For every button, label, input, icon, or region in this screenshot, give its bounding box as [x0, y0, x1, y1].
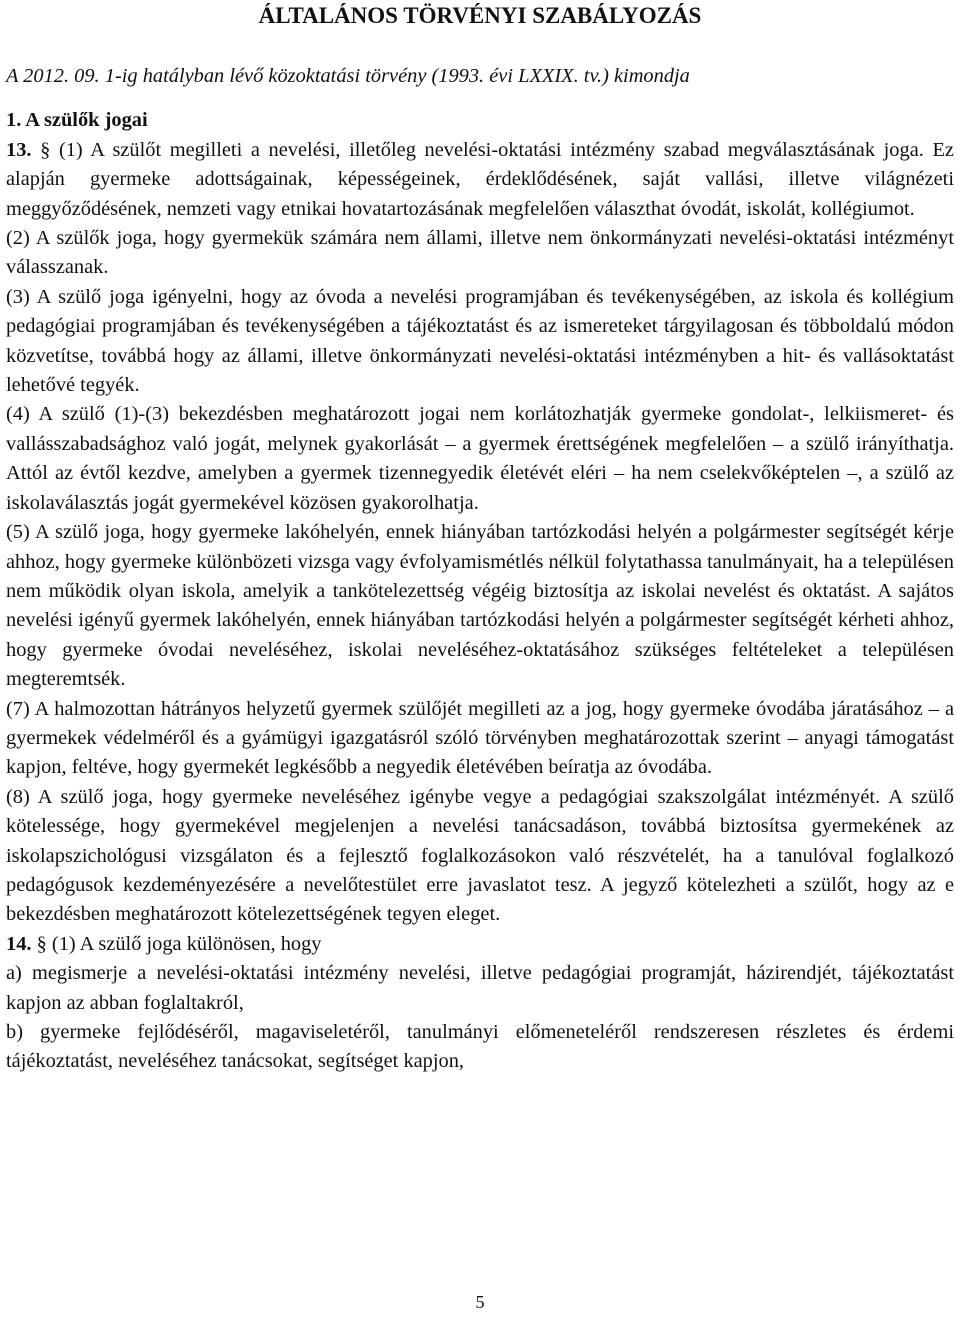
- paragraph-13-7: (7) A halmozottan hátrányos helyzetű gyermek szülőjét megilleti az a jog, hogy gyermeke óvodába járatásához – a gyermekek védelméről és a gyámügyi igazgatásról szóló törvényben meghatározottak szerint – anyagi támogatást kapjon, feltéve, hogy gyermekét legkésőbb a negyedik életévében beíratja az óvodába.: [6, 697, 954, 779]
- paragraph-13-5: (5) A szülő joga, hogy gyermeke lakóhelyén, ennek hiányában tartózkodási helyén a polgármester segítségét kérje ahhoz, hogy gyermeke különbözeti vizsga vagy évfolyamismétlés nélkül folytathassa tanulmányait, ha a településen nem működik olyan iskola, amelyik a tankötelezettség végéig biztosítja az iskolai nevelést és oktatást. A sajátos nevelési igényű gyermek lakóhelyén, ennek hiányában tartózkodási helyén a polgármester segítségét kérheti ahhoz, hogy gyermeke óvodai neveléséhez, iskolai neveléséhez-oktatásához szükséges feltételeket a településen megteremtsék.: [6, 521, 954, 691]
- intro-line: A 2012. 09. 1-ig hatályban lévő közoktatási törvény (1993. évi LXXIX. tv.) kimondja: [6, 65, 690, 87]
- paragraph-13-3: (3) A szülő joga igényelni, hogy az óvoda a nevelési programjában és tevékenységében, az iskola és kollégium pedagógiai programjában és tevékenységében a tájékoztatást és az ismereteket tárgyilagosan és többoldalú módon közvetítse, továbbá hogy az állami, illetve önkormányzati nevelési-oktatási intézményben a hit- és vallásoktatást lehetővé tegyék.: [6, 285, 954, 397]
- section-heading: 1. A szülők jogai: [6, 109, 148, 132]
- section-13-number: 13.: [6, 138, 32, 161]
- page-number: 5: [475, 1292, 485, 1312]
- section-14-number: 14.: [6, 932, 32, 955]
- paragraph-13-4: (4) A szülő (1)-(3) bekezdésben meghatározott jogai nem korlátozhatják gyermeke gondolat-, lelkiismeret- és vallásszabadsághoz való jogát, melynek gyakorlását – a gyermek érettségének megfelelően – a szülő irányíthatja. Attól az évtől kezdve, amelyben a gyermek tizennegyedik életévét eléri – ha nem cselekvőképtelen –, a szülő az iskolaválasztás jogát gyermekével közösen gyakorolhatja.: [6, 403, 954, 514]
- document-title: ÁLTALÁNOS TÖRVÉNYI SZABÁLYOZÁS: [258, 3, 702, 28]
- paragraph-13-8: (8) A szülő joga, hogy gyermeke neveléséhez igénybe vegye a pedagógiai szakszolgálat intézményét. A szülő kötelessége, hogy gyermekével megjelenjen a nevelési tanácsadáson, továbbá biztosítsa gyermekének az iskolapszichológusi vizsgálaton és a fejlesztő foglalkozásokon való részvételét, ha a tanulóval foglalkozó pedagógusok kezdeményezésére a nevelőtestület erre javaslatot tesz. A jegyző kötelezheti a szülőt, hogy az e bekezdésben meghatározott kötelezettségének tegyen eleget.: [6, 785, 954, 926]
- paragraph-14-a: a) megismerje a nevelési-oktatási intézmény nevelési, illetve pedagógiai programját, házirendjét, tájékoztatást kapjon az abban foglaltakról,: [6, 962, 954, 1014]
- paragraph-14-1: [6, 930, 954, 959]
- paragraph-13-1-text: § (1) A szülőt megilleti a nevelési, illetőleg nevelési-oktatási intézmény szabad megválasztásának joga. Ez alapján gyermeke adottságainak, képességeinek, érdeklődésének, saját vallási, illetve világnézeti meggyőződésének, nemzeti vagy etnikai hovatartozásának megfelelően választhat óvodát, iskolát, kollégiumot.: [6, 138, 954, 220]
- paragraph-13-2: (2) A szülők joga, hogy gyermekük számára nem állami, illetve nem önkormányzati nevelési-oktatási intézményt válasszanak.: [6, 227, 954, 279]
- paragraph-13-1: [6, 136, 954, 224]
- document-body: [6, 62, 954, 1077]
- paragraph-14-1-text: § (1) A szülő joga különösen, hogy: [36, 932, 322, 955]
- paragraph-14-b: b) gyermeke fejlődéséről, magaviseletéről, tanulmányi előmeneteléről rendszeresen részletes és érdemi tájékoztatást, neveléséhez tanácsokat, segítséget kapjon,: [6, 1021, 954, 1073]
